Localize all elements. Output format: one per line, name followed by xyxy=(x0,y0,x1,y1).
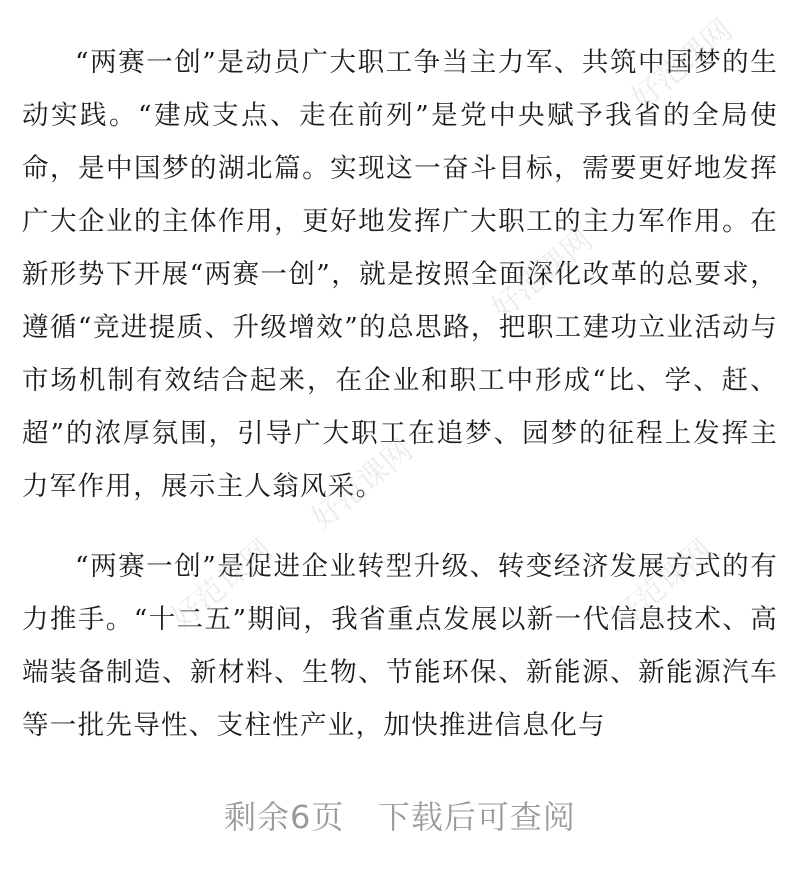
watermark-logo: 好范课网 xyxy=(165,532,280,637)
article-paragraph-1: “两赛一创”是动员广大职工争当主力军、共筑中国梦的生动实践。“建成支点、走在前列”是党中央赋予我省的全局使命，是中国梦的湖北篇。实现这一奋斗目标，需要更好地发挥广大企业的主体作用，更好地发挥广大职工的主力军作用。在新形势下开展“两赛一创”，就是按照全面深化改革的总要求，遵循“竞进提质、升级增效”的总思路，把职工建功立业活动与市场机制有效结合起来，在企业和职工中形成“比、学、赶、超”的浓厚氛围，引导广大职工在追梦、园梦的征程上发挥主力军作用，展示主人翁风采。 xyxy=(22,47,778,502)
remaining-pages-download-link[interactable]: 剩余6页 下载后可查阅 xyxy=(224,798,576,836)
watermark-logo: 好范课网 xyxy=(485,222,600,327)
watermark-logo: 好范课网 xyxy=(625,12,740,117)
watermark-logo: 好范课网 xyxy=(305,432,420,537)
article-paragraph-2: “两赛一创”是促进企业转型升级、转变经济发展方式的有力推手。“十二五”期间，我省重点发展以新一代信息技术、高端装备制造、新材料、生物、节能环保、新能源、新能源汽车等一批先导性、支柱性产业，加快推进信息化与 xyxy=(22,551,778,741)
watermark-logo: 好范课网 xyxy=(605,532,720,637)
